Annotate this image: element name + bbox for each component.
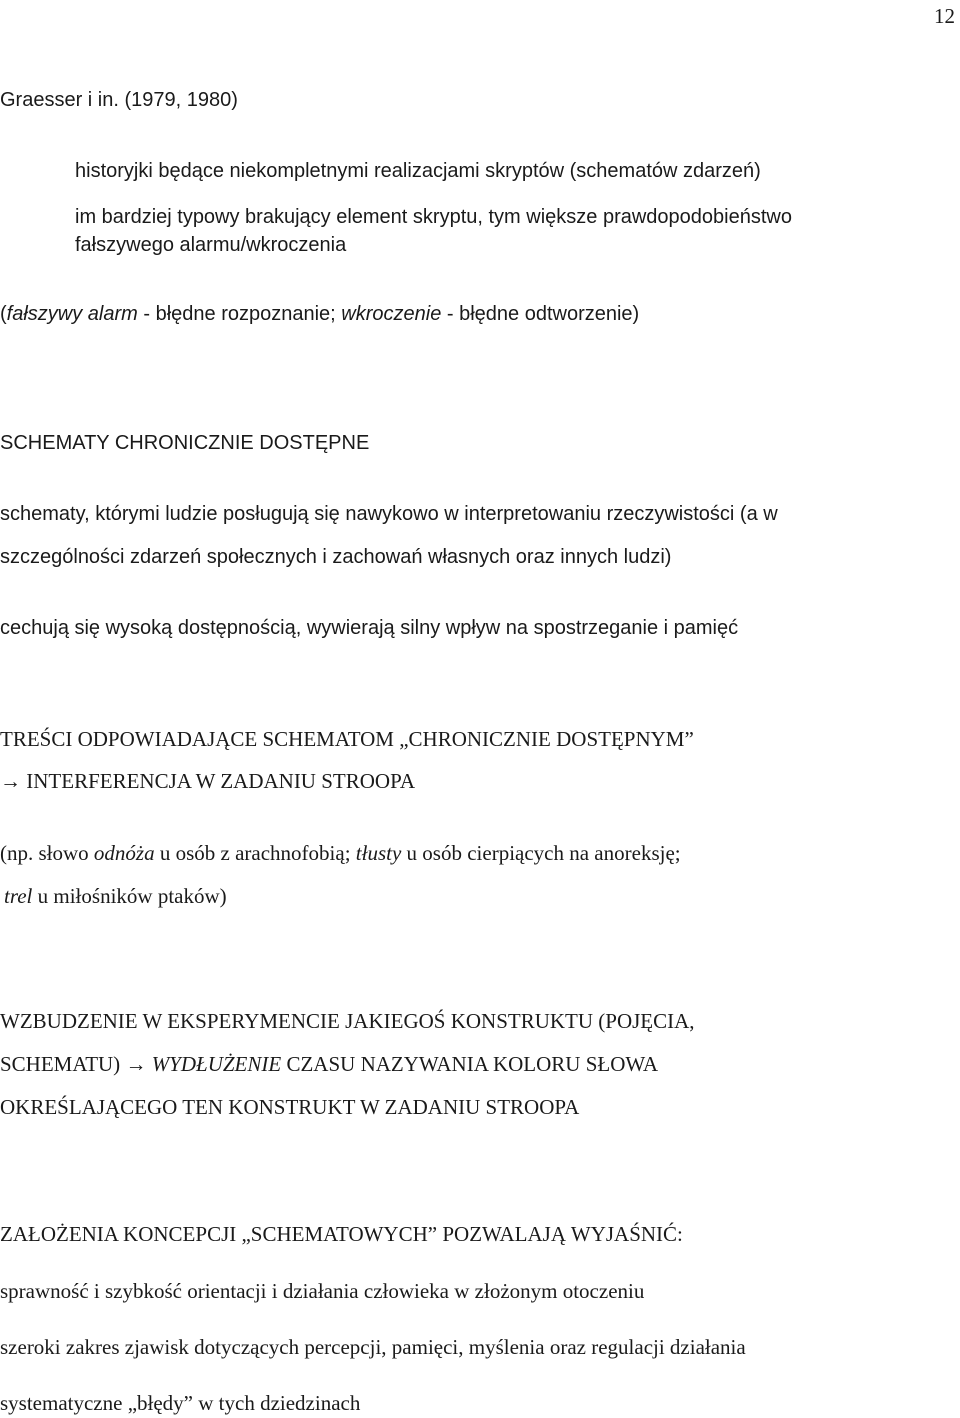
section-chronic-line-3: cechują się wysoką dostępnością, wywierają silny wpływ na spostrzeganie i pamięć — [0, 617, 739, 639]
term-false-alarm: fałszywy alarm — [6, 303, 138, 325]
example-text: u osób z arachnofobią; — [154, 841, 356, 865]
section-assumptions-line-3: systematyczne „błędy” w tych dziedzinach — [0, 1391, 361, 1415]
section-construct-line-3: OKREŚLAJĄCEGO TEN KONSTRUKT W ZADANIU STROOPA — [0, 1095, 580, 1119]
construct-text: SCHEMATU) — [0, 1052, 126, 1076]
example-text: u osób cierpiących na anoreksję; — [401, 841, 681, 865]
open-paren: ( — [0, 303, 7, 325]
section-stroop-example-line-1 — [0, 839, 681, 867]
example-word-trel: trel — [4, 884, 33, 908]
section-assumptions-heading: ZAŁOŻENIA KONCEPCJI „SCHEMATOWYCH” POZWALAJĄ WYJAŚNIĆ: — [0, 1222, 683, 1246]
section-assumptions-line-1: sprawność i szybkość orientacji i działania człowieka w złożonym otoczeniu — [0, 1279, 645, 1303]
section-chronic-line-2: szczególności zdarzeń społecznych i zachowań własnych oraz innych ludzi) — [0, 546, 672, 568]
interference-text: INTERFERENCJA W ZADANIU STROOPA — [21, 769, 415, 793]
construct-lengthening: WYDŁUŻENIE — [151, 1052, 282, 1076]
example-text: u miłośników ptaków) — [32, 884, 227, 908]
section-graesser-line-3: fałszywego alarmu/wkroczenia — [75, 234, 347, 256]
section-construct-line-2 — [0, 1050, 658, 1078]
construct-text: CZASU NAZYWANIA KOLORU SŁOWA — [281, 1052, 659, 1076]
section-assumptions-line-2: szeroki zakres zjawisk dotyczących percepcji, pamięci, myślenia oraz regulacji działania — [0, 1335, 746, 1359]
section-chronic-heading: SCHEMATY CHRONICZNIE DOSTĘPNE — [0, 432, 370, 454]
section-stroop-line-1: TREŚCI ODPOWIADAJĄCE SCHEMATOM „CHRONICZNIE DOSTĘPNYM” — [0, 727, 694, 751]
def-false-alarm: - błędne rozpoznanie; — [137, 303, 342, 325]
example-word-tlusty: tłusty — [355, 841, 402, 865]
example-word-odnoza: odnóża — [93, 841, 155, 865]
section-graesser-line-2: im bardziej typowy brakujący element skryptu, tym większe prawdopodobieństwo — [75, 206, 792, 228]
section-construct-line-1: WZBUDZENIE W EKSPERYMENCIE JAKIEGOŚ KONSTRUKTU (POJĘCIA, — [0, 1009, 695, 1033]
def-intrusion: - błędne odtworzenie) — [441, 303, 640, 325]
section-graesser-heading: Graesser i in. (1979, 1980) — [0, 89, 238, 111]
section-graesser-line-1: historyjki będące niekompletnymi realizacjami skryptów (schematów zdarzeń) — [75, 160, 761, 182]
page-number: 12 — [934, 4, 955, 28]
arrow-icon: → — [125, 1052, 147, 1076]
section-graesser-definitions — [0, 300, 639, 328]
arrow-icon: → — [0, 769, 21, 793]
section-chronic-line-1: schematy, którymi ludzie posługują się nawykowo w interpretowaniu rzeczywistości (a w — [0, 503, 778, 525]
example-text: (np. słowo — [0, 841, 94, 865]
section-stroop-line-2 — [0, 767, 415, 795]
term-intrusion: wkroczenie — [341, 303, 442, 325]
section-stroop-example-line-2 — [4, 882, 227, 910]
